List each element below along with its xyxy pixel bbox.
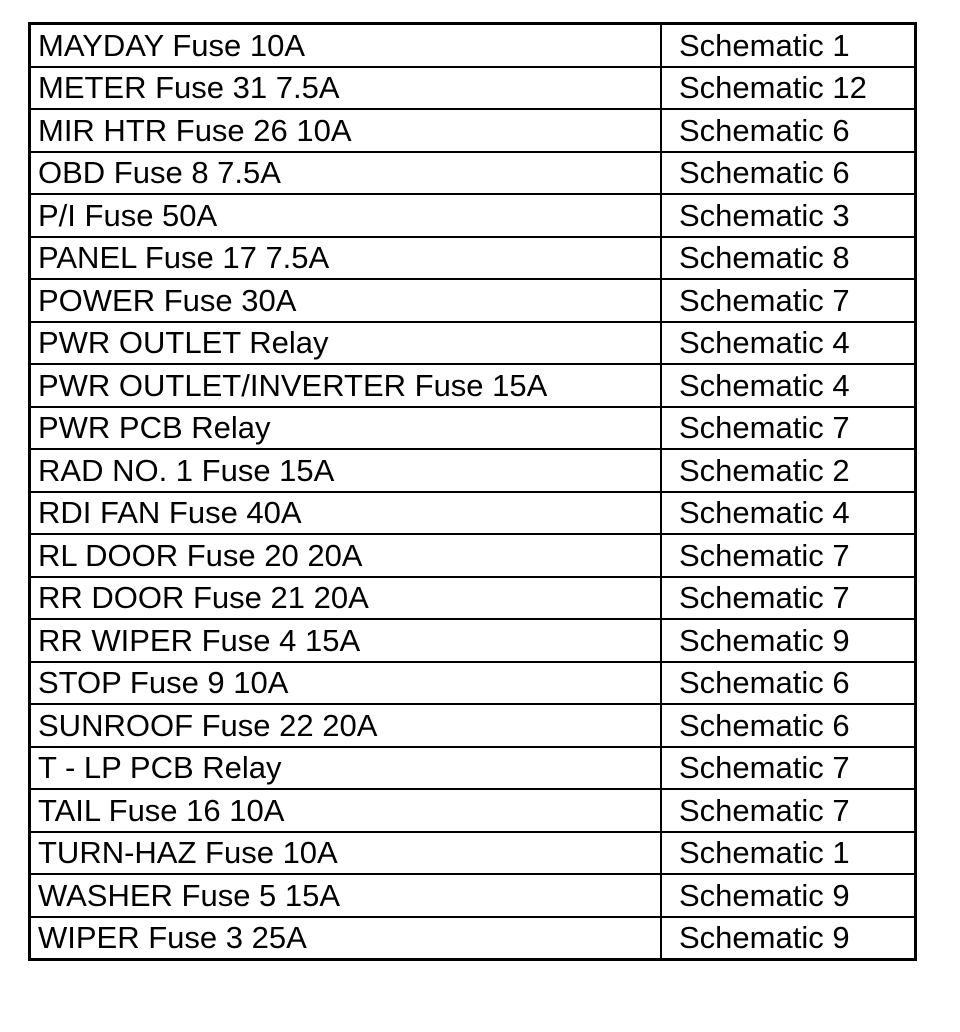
schematic-ref-cell: Schematic 4 — [661, 322, 916, 365]
schematic-ref-cell: Schematic 4 — [661, 492, 916, 535]
schematic-ref-cell: Schematic 7 — [661, 789, 916, 832]
table-row — [30, 109, 916, 152]
schematic-ref-cell: Schematic 6 — [661, 152, 916, 195]
schematic-ref-cell: Schematic 7 — [661, 407, 916, 450]
table-row — [30, 407, 916, 450]
schematic-ref-cell: Schematic 9 — [661, 619, 916, 662]
table-row — [30, 449, 916, 492]
component-name-cell: SUNROOF Fuse 22 20A — [30, 704, 662, 747]
schematic-ref-cell: Schematic 2 — [661, 449, 916, 492]
schematic-ref-cell: Schematic 4 — [661, 364, 916, 407]
component-name-cell: OBD Fuse 8 7.5A — [30, 152, 662, 195]
component-name-cell: RR WIPER Fuse 4 15A — [30, 619, 662, 662]
component-name-cell: PWR PCB Relay — [30, 407, 662, 450]
schematic-ref-cell: Schematic 6 — [661, 662, 916, 705]
table-row — [30, 152, 916, 195]
schematic-ref-cell: Schematic 7 — [661, 534, 916, 577]
component-name-cell: P/I Fuse 50A — [30, 194, 662, 237]
schematic-ref-cell: Schematic 7 — [661, 279, 916, 322]
component-name-cell: STOP Fuse 9 10A — [30, 662, 662, 705]
schematic-ref-cell: Schematic 9 — [661, 917, 916, 960]
component-name-cell: MIR HTR Fuse 26 10A — [30, 109, 662, 152]
table-row — [30, 577, 916, 620]
table-row — [30, 24, 916, 67]
table-row — [30, 747, 916, 790]
component-name-cell: RL DOOR Fuse 20 20A — [30, 534, 662, 577]
table-row — [30, 789, 916, 832]
component-name-cell: T - LP PCB Relay — [30, 747, 662, 790]
table-row — [30, 237, 916, 280]
component-name-cell: WASHER Fuse 5 15A — [30, 874, 662, 917]
component-name-cell: TURN-HAZ Fuse 10A — [30, 832, 662, 875]
component-name-cell: RDI FAN Fuse 40A — [30, 492, 662, 535]
table-row — [30, 917, 916, 960]
schematic-ref-cell: Schematic 1 — [661, 24, 916, 67]
table-row — [30, 832, 916, 875]
schematic-ref-cell: Schematic 1 — [661, 832, 916, 875]
table-row — [30, 194, 916, 237]
component-name-cell: PWR OUTLET Relay — [30, 322, 662, 365]
schematic-ref-cell: Schematic 9 — [661, 874, 916, 917]
component-name-cell: MAYDAY Fuse 10A — [30, 24, 662, 67]
component-name-cell: RAD NO. 1 Fuse 15A — [30, 449, 662, 492]
table-row — [30, 662, 916, 705]
schematic-ref-cell: Schematic 6 — [661, 109, 916, 152]
table-row — [30, 364, 916, 407]
fuse-table-body — [30, 24, 916, 960]
table-row — [30, 874, 916, 917]
table-row — [30, 279, 916, 322]
component-name-cell: PWR OUTLET/INVERTER Fuse 15A — [30, 364, 662, 407]
schematic-ref-cell: Schematic 3 — [661, 194, 916, 237]
table-row — [30, 67, 916, 110]
component-name-cell: TAIL Fuse 16 10A — [30, 789, 662, 832]
table-row — [30, 322, 916, 365]
component-name-cell: RR DOOR Fuse 21 20A — [30, 577, 662, 620]
schematic-ref-cell: Schematic 8 — [661, 237, 916, 280]
component-name-cell: PANEL Fuse 17 7.5A — [30, 237, 662, 280]
fuse-schematic-table — [28, 22, 917, 961]
table-row — [30, 619, 916, 662]
schematic-ref-cell: Schematic 6 — [661, 704, 916, 747]
table-row — [30, 492, 916, 535]
component-name-cell: POWER Fuse 30A — [30, 279, 662, 322]
schematic-ref-cell: Schematic 12 — [661, 67, 916, 110]
table-row — [30, 704, 916, 747]
schematic-ref-cell: Schematic 7 — [661, 747, 916, 790]
component-name-cell: METER Fuse 31 7.5A — [30, 67, 662, 110]
component-name-cell: WIPER Fuse 3 25A — [30, 917, 662, 960]
table-row — [30, 534, 916, 577]
schematic-ref-cell: Schematic 7 — [661, 577, 916, 620]
